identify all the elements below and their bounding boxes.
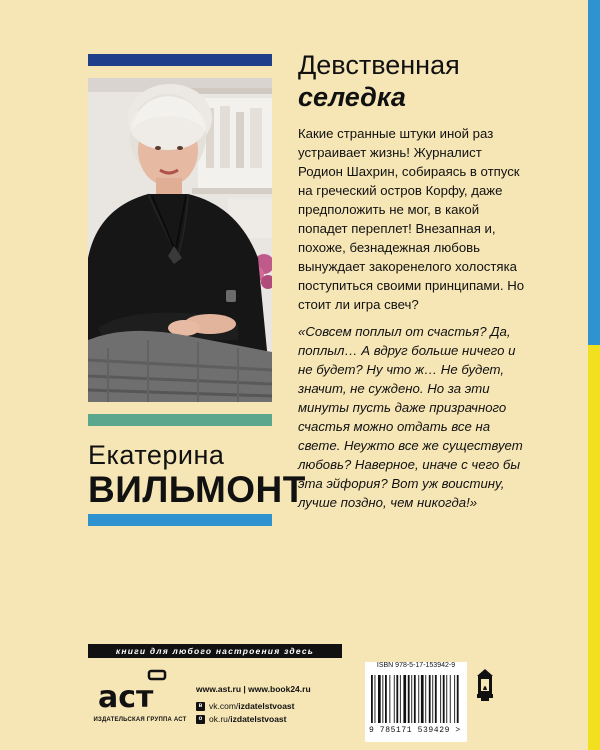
author-portrait-illustration [88,78,272,402]
top-color-bar [88,54,272,66]
book-title-line1: Девственная [298,50,460,80]
barcode-bars [371,675,461,725]
author-photo [88,78,272,402]
lantern-icon [475,668,495,702]
edge-stripe-yellow [588,345,600,750]
publisher-websites[interactable]: www.ast.ru | www.book24.ru [196,684,311,694]
edge-stripe-blue [588,0,600,345]
isbn-number: ISBN 978-5-17-153942-9 [376,662,456,669]
book-quote: «Совсем поплыл от счастья? Да, поплыл… А вдруг больше ничего и не будет? Ну что ж… Не будет, значит, не суждено. Но за эти минуты пусть даже призрачного счастья можно отдать все на свете. Неужто все же существует любовь? Наверное, иначе с чего бы эта эйфория? Вот уж воистину, лучше поздно, чем никогда!» [298,324,523,510]
author-last-name: ВИЛЬМОНТ [88,469,306,510]
ast-logo-text: аст [98,680,154,715]
barcode-digits: 9 785171 539429 > [369,726,461,735]
middle-color-bar [88,414,272,426]
author-first-name: Екатерина [88,440,225,470]
vk-icon: в [196,702,205,711]
ast-logo [94,669,174,717]
ok-link[interactable]: о ok.ru/izdatelstvoast [196,714,286,724]
publisher-slogan: книги для любого настроения здесь [88,644,342,658]
bottom-color-bar [88,514,272,526]
ok-icon: о [196,715,205,724]
vk-link[interactable]: в vk.com/izdatelstvoast [196,701,295,711]
publisher-caption: ИЗДАТЕЛЬСКАЯ ГРУППА АСТ [93,717,187,723]
book-title-line2: селедка [298,82,406,112]
book-blurb: Какие странные штуки иной раз устраивает жизнь! Журналист Родион Шахрин, собираясь в отпуск на греческий остров Корфу, даже предположить не мог, в какой попадет переплет! Внезапная и, похоже, безнадежная любовь вынуждает закоренелого холостяка поступиться своими принципами. Но стоит ли игра свеч? [298,126,525,312]
